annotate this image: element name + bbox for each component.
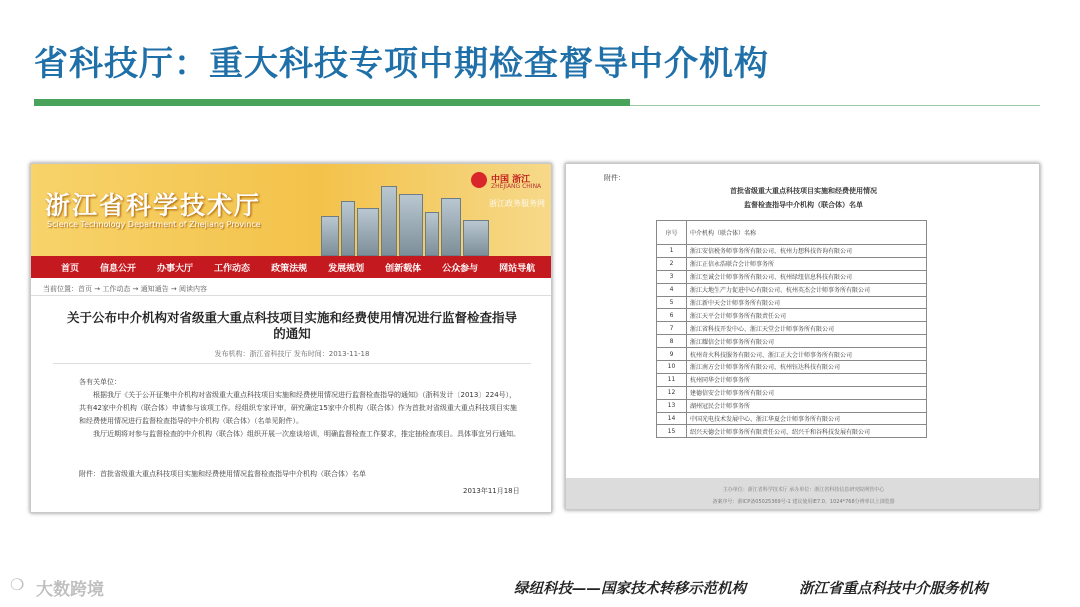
row-no: 11 xyxy=(657,373,687,386)
website-screenshot xyxy=(30,163,552,513)
article-date: 2013年11月18日 xyxy=(463,487,520,495)
row-name: 浙江南方会计师事务所有限公司、杭州钰达科技有限公司 xyxy=(687,361,927,374)
attachment-label: 附件： xyxy=(604,174,625,182)
breadcrumb xyxy=(31,282,552,296)
nav-item-policy[interactable]: 政策法规 xyxy=(271,263,308,274)
table-row xyxy=(657,399,927,412)
table-row xyxy=(657,283,927,296)
row-no: 9 xyxy=(657,348,687,361)
zhejiang-service-logo[interactable] xyxy=(471,170,547,210)
column-header-no: 序号 xyxy=(657,221,687,245)
row-name: 杭州同华会计师事务所 xyxy=(687,373,927,386)
row-no: 13 xyxy=(657,399,687,412)
row-name: 湖州冠民会计师事务所 xyxy=(687,399,927,412)
breadcrumb-text[interactable]: 当前位置：首页 → 工作动态 → 通知通告 → 阅读内容 xyxy=(43,284,207,293)
row-name: 浙江正信永浩联合会计师事务所 xyxy=(687,257,927,270)
table-row xyxy=(657,322,927,335)
title-divider-line xyxy=(630,105,1040,106)
site-name-en: Science Technology Department of Zhejiang Province xyxy=(47,220,261,229)
row-name: 浙江天平会计师事务所有限责任公司 xyxy=(687,309,927,322)
skyline-image xyxy=(321,172,491,256)
document-footer xyxy=(566,478,1040,510)
nav-item-news[interactable]: 工作动态 xyxy=(214,263,251,274)
site-nav xyxy=(31,256,552,278)
row-name: 杭州奇火科技服务有限公司、浙江正大会计师事务所有限公司 xyxy=(687,348,927,361)
article-paragraph: 根据我厅《关于公开征集中介机构对省级重大重点科技项目实施和经费使用情况进行监督检查指导的通知》（浙科发计〔2013〕224号），共有42家中介机构（联合体）申请参与该项工作。经组织专家评审，研究确定15家中介机构（联合体）作为首批对省级重大重点科技项目实施和经费使用情况进行监督检查指导的中介机构（联合体）（名单见附件）。 xyxy=(79,391,517,425)
table-header-row xyxy=(657,221,927,245)
row-name: 绍兴天德会计师事务所有限责任公司、绍兴千和谷科技发展有限公司 xyxy=(687,425,927,438)
table-row xyxy=(657,425,927,438)
table-row xyxy=(657,361,927,374)
title-accent-bar xyxy=(34,99,630,106)
nav-item-public[interactable]: 公众参与 xyxy=(442,263,479,274)
nav-item-innovation[interactable]: 创新载体 xyxy=(385,263,422,274)
nav-item-sitemap[interactable]: 网站导航 xyxy=(499,263,536,274)
article-divider xyxy=(53,363,531,364)
table-row xyxy=(657,335,927,348)
row-no: 10 xyxy=(657,361,687,374)
row-name: 浙江至诚会计师事务所有限公司、杭州绿纽信息科技有限公司 xyxy=(687,270,927,283)
row-no: 1 xyxy=(657,245,687,258)
footer-sponsor: 主办单位：浙江省科学技术厅 承办单位：浙江省科技信息研究院网管中心 xyxy=(722,487,885,493)
row-name: 浙江大地生产力促进中心有限公司、杭州英杰会计师事务所有限公司 xyxy=(687,283,927,296)
row-no: 3 xyxy=(657,270,687,283)
attachment-screenshot xyxy=(565,163,1040,510)
nav-item-home[interactable]: 首页 xyxy=(61,263,80,274)
nav-item-info[interactable]: 信息公开 xyxy=(100,263,137,274)
table-row xyxy=(657,270,927,283)
footer-tagline-right: 浙江省重点科技中介服务机构 xyxy=(799,581,988,597)
article-meta: 发布机构：浙江省科技厅 发布时间：2013-11-18 xyxy=(214,350,370,358)
document-heading xyxy=(566,184,1040,212)
footer-icp: 备案序号：浙ICP备05025369号-1 建议使用IE7.0、1024*768分辨率以上浏览器 xyxy=(712,499,895,505)
table-row xyxy=(657,348,927,361)
document-heading-line2: 监督检查指导中介机构（联合体）名单 xyxy=(744,201,863,209)
logo-service-text: 浙江政务服务网 xyxy=(489,199,545,208)
logo-text: 中国 浙江 xyxy=(491,175,531,185)
table-row xyxy=(657,412,927,425)
nav-item-planning[interactable]: 发展规划 xyxy=(328,263,365,274)
column-header-name: 中介机构（联合体）名称 xyxy=(687,221,927,245)
table-row xyxy=(657,245,927,258)
row-name: 浙江新中天会计师事务所有限公司 xyxy=(687,296,927,309)
row-no: 4 xyxy=(657,283,687,296)
site-banner xyxy=(31,164,552,256)
table-row xyxy=(657,309,927,322)
slide-title: 省科技厅：重大科技专项中期检查督导中介机构 xyxy=(34,44,769,84)
table-row xyxy=(657,296,927,309)
row-no: 12 xyxy=(657,386,687,399)
table-row xyxy=(657,386,927,399)
article-body xyxy=(79,376,521,441)
table-row xyxy=(657,373,927,386)
watermark-logo xyxy=(10,573,150,600)
document-heading-line1: 首批省级重大重点科技项目实施和经费使用情况 xyxy=(730,187,877,195)
row-no: 5 xyxy=(657,296,687,309)
article-title: 关于公布中介机构对省级重大重点科技项目实施和经费使用情况进行监督检查指导的通知 xyxy=(66,310,517,341)
row-no: 14 xyxy=(657,412,687,425)
row-name: 浙江安信税务师事务所有限公司、杭州力想科技咨询有限公司 xyxy=(687,245,927,258)
row-name: 建德信安会计师事务所有限公司 xyxy=(687,386,927,399)
row-no: 15 xyxy=(657,425,687,438)
row-no: 7 xyxy=(657,322,687,335)
row-name: 浙江耀信会计师事务所有限公司 xyxy=(687,335,927,348)
nav-item-service-hall[interactable]: 办事大厅 xyxy=(157,263,194,274)
watermark-icon: ❍ xyxy=(10,575,25,594)
footer-tagline-left: 绿纽科技——国家技术转移示范机构 xyxy=(514,581,746,597)
row-no: 8 xyxy=(657,335,687,348)
article-attachment-link[interactable]: 附件：首批省级重大重点科技项目实施和经费使用情况监督检查指导中介机构（联合体）名单 xyxy=(79,470,366,478)
table-row xyxy=(657,257,927,270)
logo-subtext: ZHEJIANG CHINA xyxy=(491,183,542,190)
organization-table xyxy=(656,220,927,438)
row-name: 中国光电技术发展中心、浙江华夏会计师事务所有限公司 xyxy=(687,412,927,425)
row-no: 2 xyxy=(657,257,687,270)
row-no: 6 xyxy=(657,309,687,322)
site-name[interactable]: 浙江省科学技术厅 xyxy=(45,191,262,220)
emblem-icon xyxy=(471,172,487,188)
article-paragraph: 我厅近期将对参与监督检查的中介机构（联合体）组织开展一次座谈培训，明确监督检查工作要求，推定抽检查项目。具体事宜另行通知。 xyxy=(93,430,520,438)
watermark-text: 大数跨境 xyxy=(36,580,104,600)
row-name: 浙江省科技开发中心、浙江天堂会计师事务所有限公司 xyxy=(687,322,927,335)
article-salutation: 各有关单位： xyxy=(79,378,121,386)
